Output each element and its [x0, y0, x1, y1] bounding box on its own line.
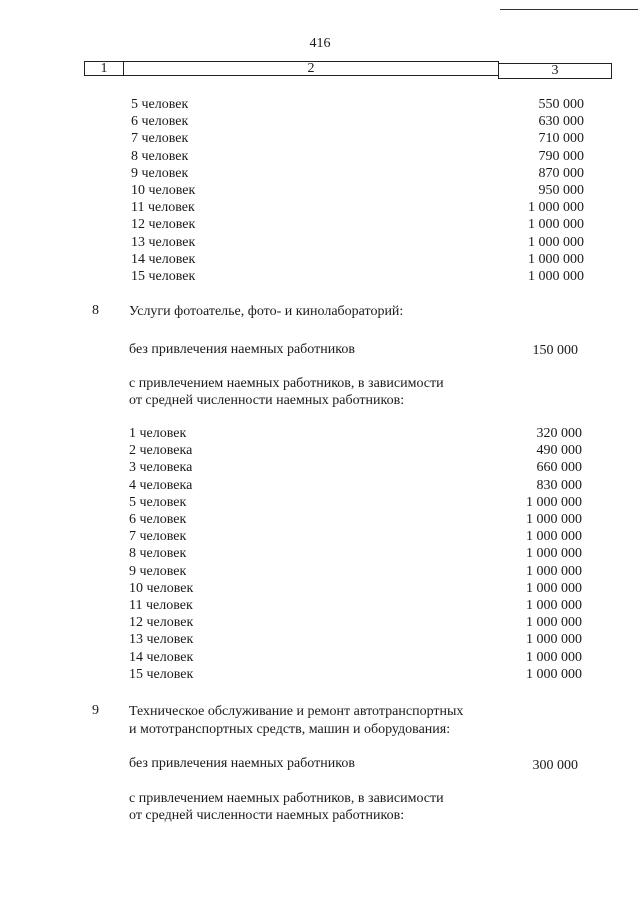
list-item — [0, 666, 640, 683]
section-8-hired-line2: от средней численности наемных работников: — [129, 393, 405, 408]
row-label: 5 человек — [131, 97, 189, 112]
section-9-no-hired-value: 300 000 — [532, 758, 578, 773]
row-label: 15 человек — [131, 269, 196, 284]
list-item — [0, 216, 640, 233]
row-label: 14 человек — [131, 251, 196, 267]
row-label: 10 человек — [129, 580, 194, 596]
section-8-title: Услуги фотоателье, фото- и кинолабораторий: — [129, 304, 404, 319]
row-label: 7 человек — [129, 529, 187, 545]
row-label: 11 человек — [131, 200, 195, 216]
section-8-number: 8 — [92, 303, 99, 318]
list-item — [0, 459, 640, 476]
list-item — [0, 251, 640, 268]
list-item — [0, 113, 640, 130]
section-9-number: 9 — [92, 703, 99, 718]
row-value: 550 000 — [538, 97, 584, 112]
row-value: 660 000 — [536, 460, 582, 476]
list-item — [0, 511, 640, 528]
section-8-no-hired-value: 150 000 — [532, 343, 578, 358]
row-label: 6 человек — [129, 512, 187, 527]
row-label: 13 человек — [129, 632, 194, 648]
list-item — [0, 545, 640, 562]
section-8-no-hired-label: без привлечения наемных работников — [129, 342, 355, 357]
page-number: 416 — [309, 36, 331, 51]
list-item — [0, 234, 640, 251]
row-value: 1 000 000 — [528, 234, 584, 250]
section-8-hired-line1: с привлечением наемных работников, в зависимости — [129, 376, 444, 391]
list-item — [0, 148, 640, 165]
row-label: 12 человек — [129, 615, 194, 631]
row-label: 6 человек — [131, 114, 189, 130]
section-9-no-hired-label: без привлечения наемных работников — [129, 756, 355, 771]
section-9-hired-line2: от средней численности наемных работников: — [129, 808, 405, 823]
header-cell-col1: 1 — [84, 61, 124, 76]
row-label: 14 человек — [129, 649, 194, 665]
header-cell-col2: 2 — [123, 61, 499, 76]
row-label: 3 человека — [129, 460, 193, 476]
row-value: 490 000 — [536, 443, 582, 459]
section-9-title-line1: Техническое обслуживание и ремонт автотранспортных — [129, 704, 464, 719]
row-value: 1 000 000 — [526, 494, 582, 510]
row-label: 11 человек — [129, 598, 193, 613]
row-label: 13 человек — [131, 234, 196, 250]
row-label: 8 человек — [129, 546, 187, 562]
row-label: 1 человек — [129, 426, 187, 441]
section-9-title-line2: и мототранспортных средств, машин и оборудования: — [129, 722, 451, 737]
list-item — [0, 494, 640, 511]
row-value: 1 000 000 — [526, 632, 582, 648]
list-item — [0, 614, 640, 631]
list-item — [0, 425, 640, 442]
row-label: 8 человек — [131, 148, 189, 164]
row-label: 9 человек — [129, 563, 187, 579]
section-9-hired-line1: с привлечением наемных работников, в зависимости — [129, 791, 444, 806]
row-value: 1 000 000 — [528, 251, 584, 267]
list-item — [0, 199, 640, 216]
top-rule — [500, 9, 638, 10]
header-cell-col3: 3 — [498, 63, 612, 79]
row-value: 710 000 — [538, 131, 584, 147]
row-label: 12 человек — [131, 217, 196, 233]
row-value: 630 000 — [538, 114, 584, 130]
row-value: 320 000 — [536, 426, 582, 441]
row-value: 1 000 000 — [528, 200, 584, 216]
row-value: 830 000 — [536, 477, 582, 493]
list-item — [0, 182, 640, 199]
list-item — [0, 96, 640, 113]
list-item — [0, 268, 640, 285]
list-item — [0, 165, 640, 182]
row-label: 9 человек — [131, 165, 189, 181]
row-label: 7 человек — [131, 131, 189, 147]
list-item — [0, 631, 640, 648]
row-value: 870 000 — [538, 165, 584, 181]
row-value: 1 000 000 — [526, 666, 582, 682]
row-value: 1 000 000 — [526, 529, 582, 545]
row-label: 5 человек — [129, 494, 187, 510]
list-item — [0, 580, 640, 597]
list-item — [0, 442, 640, 459]
row-value: 1 000 000 — [526, 580, 582, 596]
row-value: 950 000 — [538, 183, 584, 198]
row-value: 1 000 000 — [528, 269, 584, 284]
list-item — [0, 528, 640, 545]
row-label: 10 человек — [131, 183, 196, 198]
list-item — [0, 649, 640, 666]
row-value: 1 000 000 — [526, 563, 582, 579]
row-value: 1 000 000 — [526, 512, 582, 527]
row-value: 1 000 000 — [526, 615, 582, 631]
list-item — [0, 597, 640, 614]
row-value: 790 000 — [538, 148, 584, 164]
row-value: 1 000 000 — [526, 649, 582, 665]
row-value: 1 000 000 — [526, 598, 582, 613]
row-label: 2 человека — [129, 443, 193, 459]
row-value: 1 000 000 — [526, 546, 582, 562]
list-item — [0, 130, 640, 147]
row-value: 1 000 000 — [528, 217, 584, 233]
row-label: 15 человек — [129, 666, 194, 682]
list-item — [0, 477, 640, 494]
list-item — [0, 563, 640, 580]
row-label: 4 человека — [129, 477, 193, 493]
